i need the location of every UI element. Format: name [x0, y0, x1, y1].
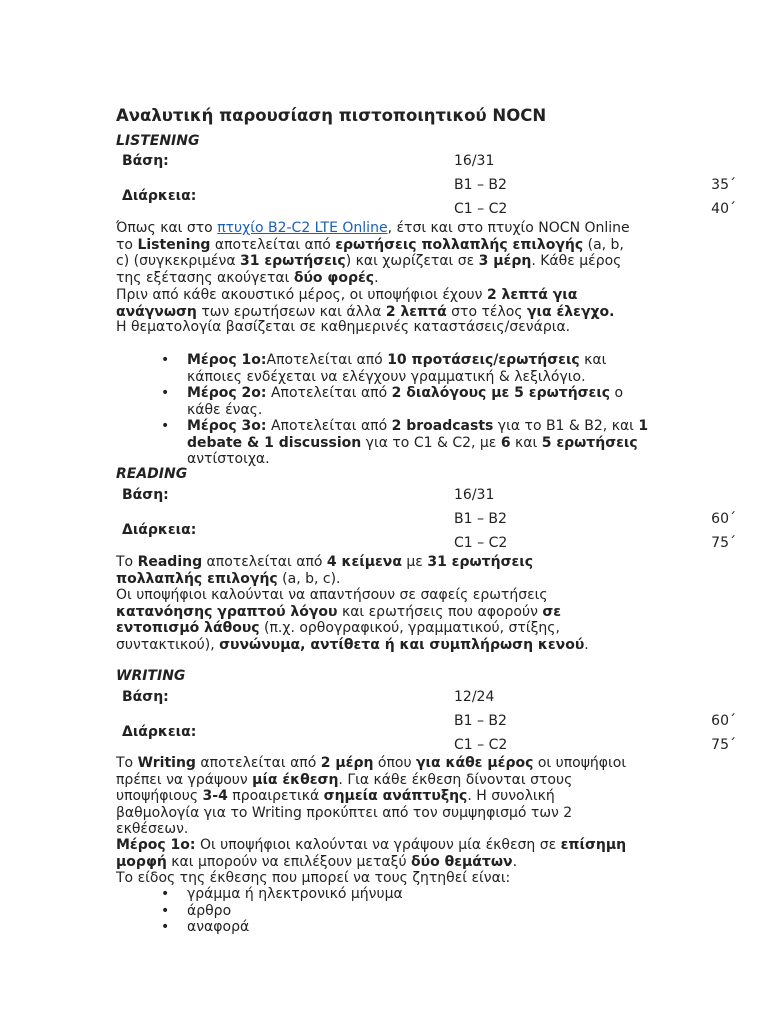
- list-item: • άρθρο: [161, 903, 561, 920]
- listening-paragraph-2: Πριν από κάθε ακουστικό μέρος, οι υποψήφιοι έχουν 2 λεπτά για ανάγνωση των ερωτήσεων και άλλα 2 λεπτά στο τέλος για έλεγχο.: [116, 287, 615, 320]
- base-label: Βάση:: [122, 689, 169, 705]
- base-label: Βάση:: [122, 153, 169, 169]
- duration-c1-c2: 75΄: [711, 535, 736, 551]
- level-c1-c2: C1 – C2: [454, 535, 508, 551]
- base-label: Βάση:: [122, 487, 169, 503]
- duration-label: Διάρκεια:: [122, 188, 197, 204]
- reading-info-table: [116, 486, 736, 560]
- writing-info-table: [116, 688, 736, 762]
- base-value: 16/31: [454, 153, 495, 169]
- writing-heading: WRITING: [116, 668, 186, 684]
- level-c1-c2: C1 – C2: [454, 737, 508, 753]
- writing-paragraph-2: Μέρος 1ο: Οι υποψήφιοι καλούνται να γράψουν μία έκθεση σε επίσημη μορφή και μπορούν να επιλέξουν μεταξύ δύο θεμάτων.: [116, 837, 627, 870]
- writing-types-list: [161, 886, 561, 936]
- listening-paragraph-3: Η θεματολογία βασίζεται σε καθημερινές καταστάσεις/σενάρια.: [116, 319, 571, 335]
- listening-paragraph-1: Όπως και στο πτυχίο B2-C2 LTE Online, έτσι και στο πτυχίο NOCN Online το Listening αποτελείται από ερωτήσεις πολλαπλής επιλογής (a, b, c) (συγκεκριμένα 31 ερωτήσεις) και χωρίζεται σε 3 μέρη. Κάθε μέρος της εξέτασης ακούγεται δύο φορές.: [116, 220, 630, 286]
- duration-c1-c2: 75΄: [711, 737, 736, 753]
- list-item: • Μέρος 1ο:Αποτελείται από 10 προτάσεις/ερωτήσεις και κάποιες ενδέχεται να ελέγχουν γραμματική & λεξιλόγιο.: [161, 352, 653, 385]
- writing-paragraph-1: Το Writing αποτελείται από 2 μέρη όπου για κάθε μέρος οι υποψήφιοι πρέπει να γράψουν μία έκθεση. Για κάθε έκθεση δίνονται στους υποψήφιους 3-4 προαιρετικά σημεία ανάπτυξης. Η συνολική βαθμολογία για το Writing προκύπτει από τον συμψηφισμό των 2 εκθέσεων.: [116, 755, 627, 837]
- listening-heading: LISTENING: [116, 133, 200, 149]
- level-b1-b2: B1 – B2: [454, 177, 507, 193]
- base-value: 16/31: [454, 487, 495, 503]
- listening-parts-list: [161, 352, 653, 468]
- base-value: 12/24: [454, 689, 495, 705]
- duration-b1-b2: 60΄: [711, 713, 736, 729]
- list-item: • Μέρος 3ο: Αποτελείται από 2 broadcasts για το B1 & B2, και 1 debate & 1 discussion για το C1 & C2, με 6 και 5 ερωτήσεις αντίστοιχα.: [161, 418, 653, 468]
- level-c1-c2: C1 – C2: [454, 201, 508, 217]
- duration-b1-b2: 60΄: [711, 511, 736, 527]
- duration-label: Διάρκεια:: [122, 724, 197, 740]
- reading-paragraph-2: Οι υποψήφιοι καλούνται να απαντήσουν σε σαφείς ερωτήσεις κατανόησης γραπτού λόγου και ερωτήσεις που αφορούν σε εντοπισμό λάθους (π.χ. ορθογραφικού, γραμματικού, στίξης, συντακτικού), συνώνυμα, αντίθετα ή και συμπλήρωση κενού.: [116, 587, 589, 653]
- list-item: • γράμμα ή ηλεκτρονικό μήνυμα: [161, 886, 561, 903]
- reading-paragraph-1: Το Reading αποτελείται από 4 κείμενα με 31 ερωτήσεις πολλαπλής επιλογής (a, b, c).: [116, 554, 534, 587]
- list-item: • αναφορά: [161, 919, 561, 936]
- list-item: • Μέρος 2ο: Αποτελείται από 2 διαλόγους με 5 ερωτήσεις ο κάθε ένας.: [161, 385, 653, 418]
- duration-b1-b2: 35΄: [711, 177, 736, 193]
- writing-paragraph-3: Το είδος της έκθεσης που μπορεί να τους ζητηθεί είναι:: [116, 870, 511, 886]
- level-b1-b2: B1 – B2: [454, 713, 507, 729]
- duration-label: Διάρκεια:: [122, 522, 197, 538]
- listening-info-table: [116, 152, 736, 226]
- level-b1-b2: B1 – B2: [454, 511, 507, 527]
- page-title: Αναλυτική παρουσίαση πιστοποιητικού NOCN: [116, 106, 547, 125]
- lte-online-link[interactable]: πτυχίο B2-C2 LTE Online: [217, 220, 388, 236]
- reading-heading: READING: [116, 466, 188, 482]
- duration-c1-c2: 40΄: [711, 201, 736, 217]
